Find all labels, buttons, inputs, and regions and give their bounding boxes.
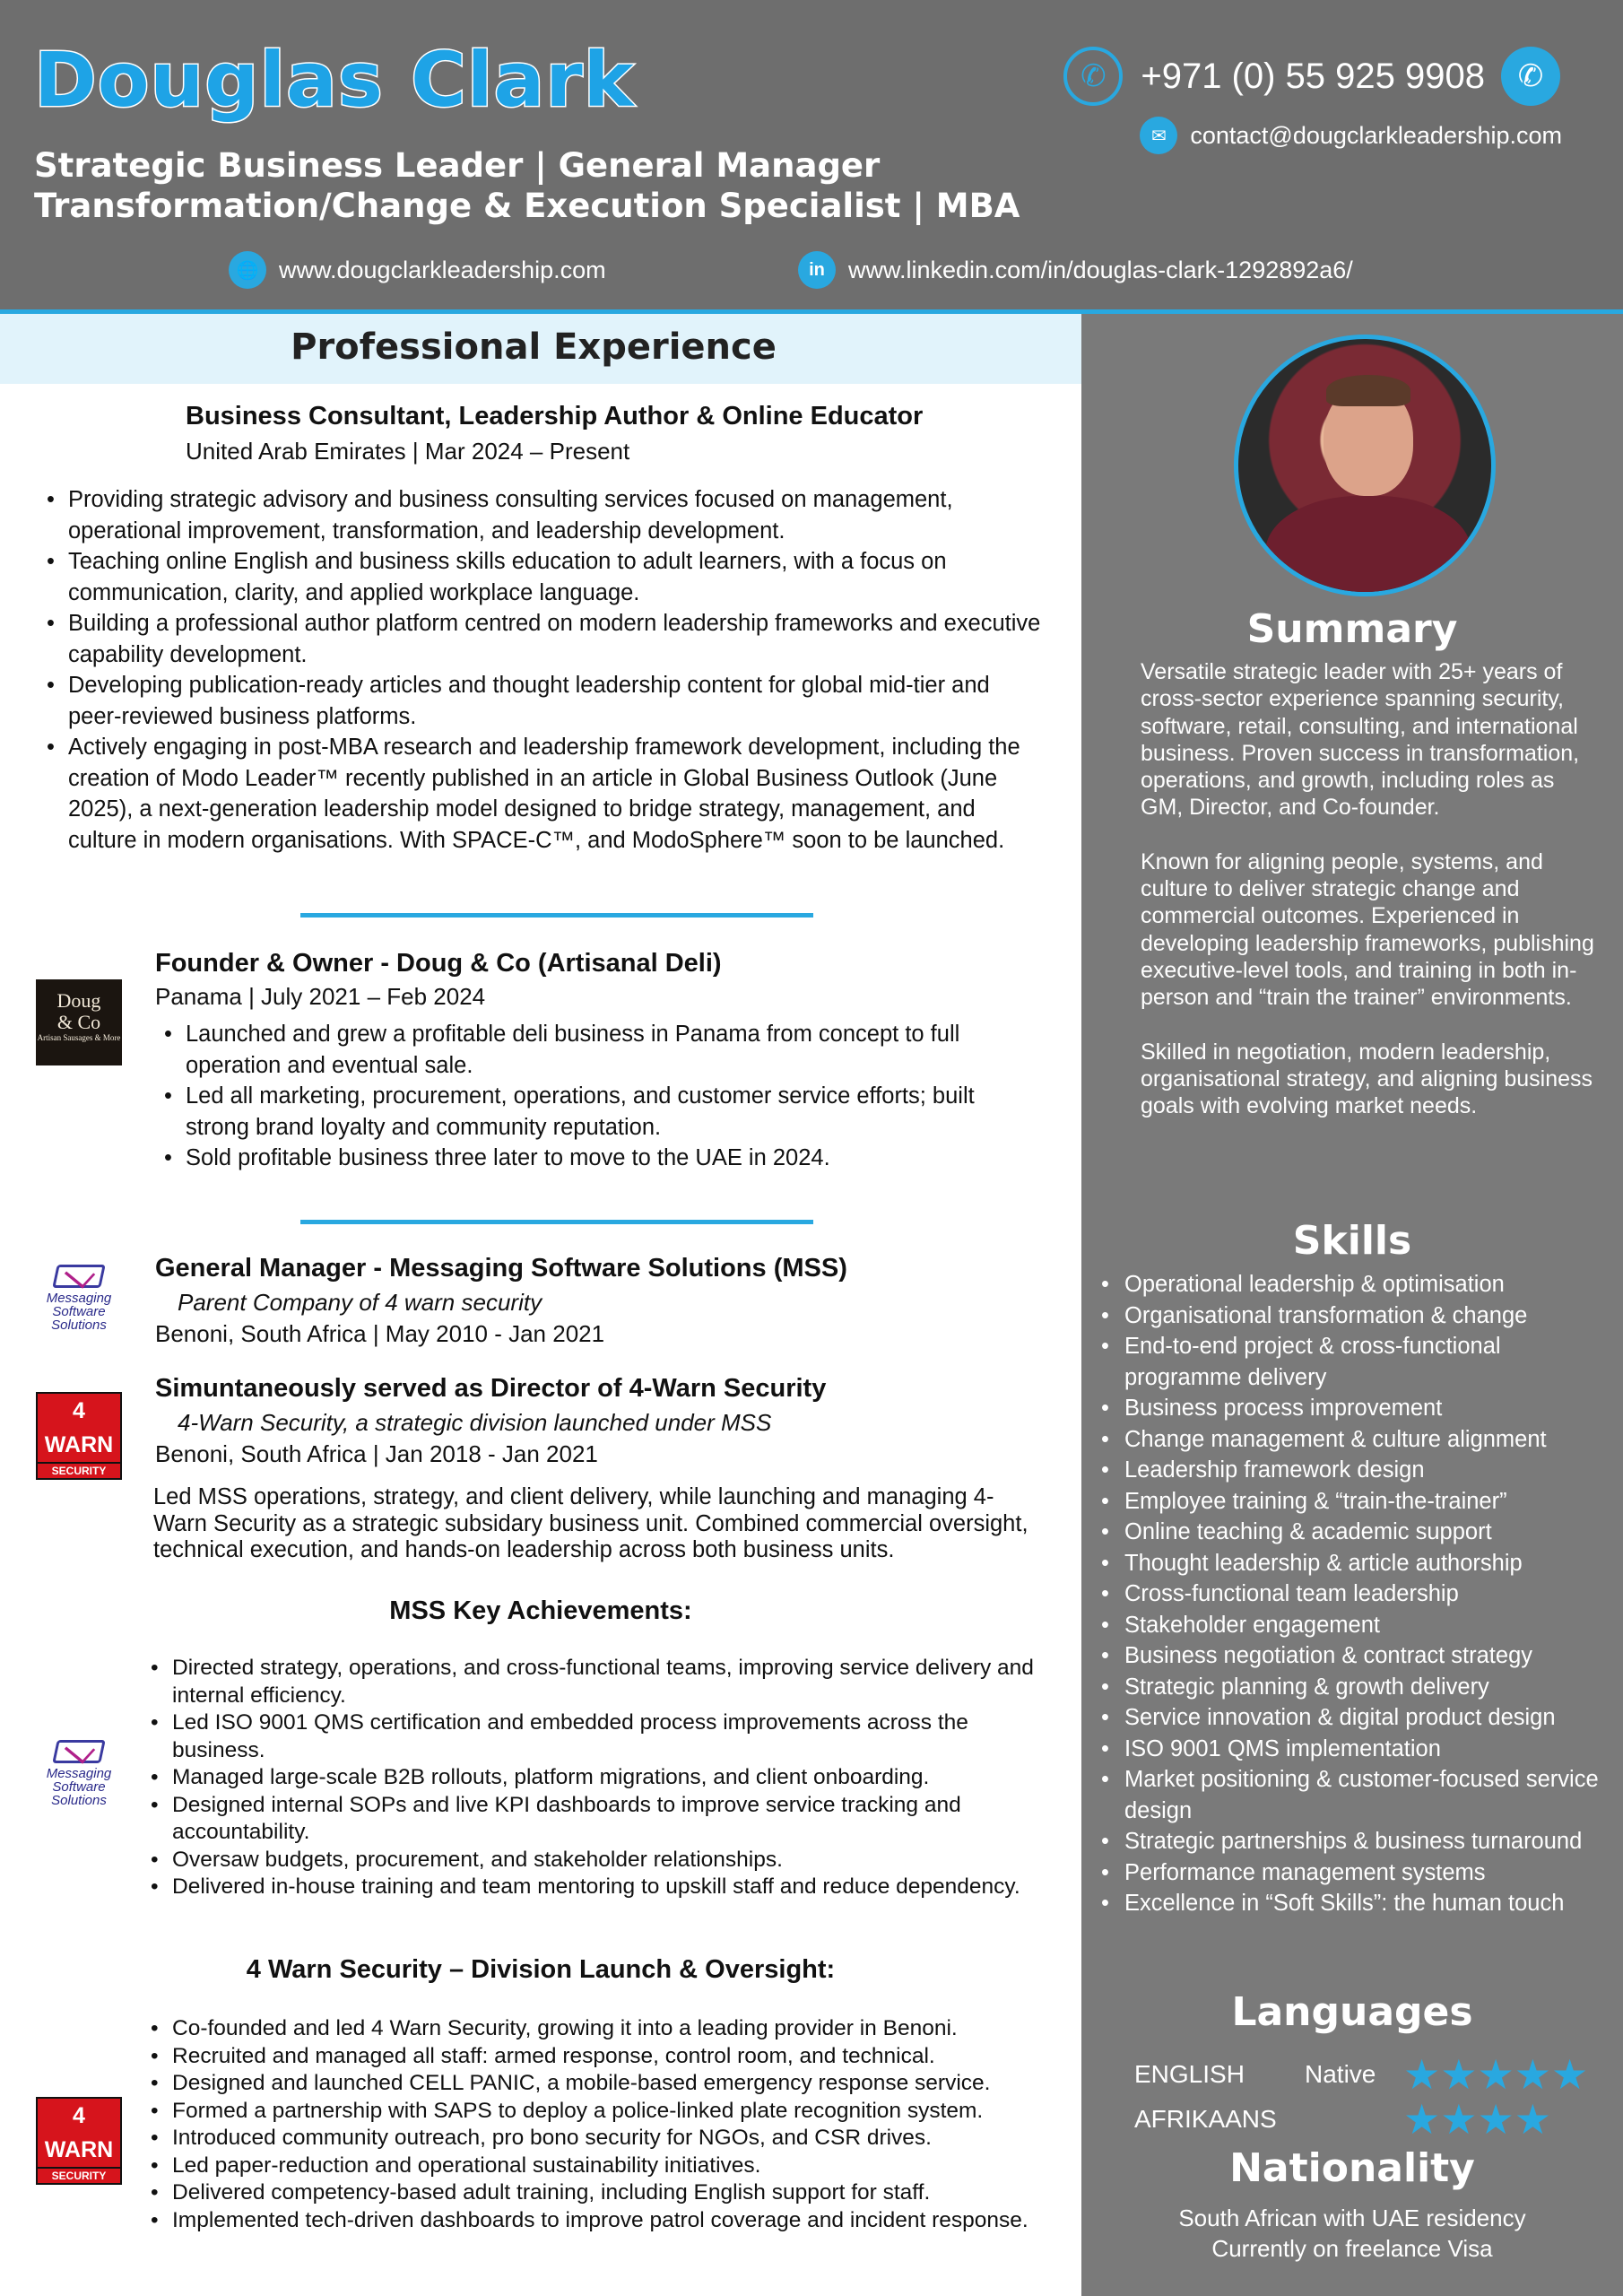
job1-bullets bbox=[47, 484, 1042, 856]
list-item: • Organisational transformation & change bbox=[1101, 1300, 1612, 1332]
summary-paragraph: Known for aligning people, systems, and culture to deliver strategic change and commercial outcomes. Experienced in developing leadership frameworks, publishing executive-level tools, and training in both in-person and “train the trainer” environments. bbox=[1141, 848, 1594, 1011]
logo-line-2: & Co bbox=[56, 1011, 101, 1033]
languages-title: Languages bbox=[1231, 1989, 1473, 2035]
profile-photo bbox=[1234, 335, 1496, 596]
mss-achievements-list bbox=[151, 1655, 1034, 1901]
list-item: • Online teaching & academic support bbox=[1101, 1517, 1612, 1548]
section-divider bbox=[300, 1220, 813, 1224]
nationality-line: Currently on freelance Visa bbox=[1211, 2235, 1493, 2262]
list-item: • Excellence in “Soft Skills”: the human touch bbox=[1101, 1888, 1612, 1919]
warn-launch-heading: 4 Warn Security – Division Launch & Oversight: bbox=[246, 1955, 836, 1984]
mss-logo-line: Software bbox=[52, 1779, 106, 1795]
list-item: • Actively engaging in post-MBA research and leadership framework development, including the creation of Modo Leader™ recently published in an article in Global Business Outlook (June 2025), a next-generation leadership model designed to bridge strategy, management, and culture in modern organisations. With SPACE-C™, and ModoSphere™ soon to be launched. bbox=[47, 732, 1042, 856]
four-warn-logo bbox=[36, 1392, 122, 1477]
list-item: • Designed internal SOPs and live KPI dashboards to improve service tracking and accountability. bbox=[151, 1792, 1034, 1847]
phone-icon: ✆ bbox=[1063, 47, 1123, 106]
star-icon: ★ bbox=[1514, 2096, 1551, 2143]
language-row bbox=[1134, 2051, 1589, 2098]
job4-location: Benoni, South Africa | Jan 2018 - Jan 2021 bbox=[155, 1440, 598, 1467]
list-item: • Providing strategic advisory and business consulting services focused on management, operational improvement, transformation, and leadership development. bbox=[47, 484, 1042, 546]
list-item: • Strategic partnerships & business turnaround bbox=[1101, 1826, 1612, 1857]
list-item: • Implemented tech-driven dashboards to improve patrol coverage and incident response. bbox=[151, 2207, 1047, 2235]
star-icon: ★ bbox=[1440, 2096, 1478, 2143]
list-item: • Stakeholder engagement bbox=[1101, 1610, 1612, 1641]
star-icon: ★ bbox=[1403, 2051, 1441, 2098]
list-item: • Market positioning & customer-focused service design bbox=[1101, 1764, 1612, 1826]
job3-title: General Manager - Messaging Software Solutions (MSS) bbox=[155, 1254, 847, 1283]
phone-contact[interactable] bbox=[1063, 47, 1560, 106]
star-icon: ★ bbox=[1440, 2051, 1478, 2098]
star-icon: ★ bbox=[1403, 2096, 1441, 2143]
list-item: • Introduced community outreach, pro bono security for NGOs, and CSR drives. bbox=[151, 2125, 1047, 2152]
list-item: • Building a professional author platform centred on modern leadership frameworks and executive capability development. bbox=[47, 608, 1042, 670]
job4-subtitle: 4-Warn Security, a strategic division launched under MSS bbox=[178, 1409, 772, 1436]
envelope-icon bbox=[52, 1740, 106, 1763]
job3-location: Benoni, South Africa | May 2010 - Jan 2021 bbox=[155, 1320, 605, 1347]
job3-subtitle: Parent Company of 4 warn security bbox=[178, 1289, 542, 1316]
envelope-icon bbox=[52, 1265, 106, 1288]
summary-paragraph: Skilled in negotiation, modern leadership, organisational strategy, and aligning business goals with evolving market needs. bbox=[1141, 1039, 1593, 1119]
website-contact[interactable] bbox=[229, 251, 606, 289]
summary-title: Summary bbox=[1246, 606, 1458, 652]
list-item: • Directed strategy, operations, and cross-functional teams, improving service delivery and internal efficiency. bbox=[151, 1655, 1034, 1709]
combined-role-description: Led MSS operations, strategy, and client delivery, while launching and managing 4-Warn Security as a strategic subsidary business unit. Combined commercial oversight, technical execution, and hands-on leadership across both business units. bbox=[153, 1484, 1028, 1562]
email-contact[interactable] bbox=[1140, 117, 1562, 154]
list-item: • ISO 9001 QMS implementation bbox=[1101, 1734, 1612, 1765]
summary-paragraph: Versatile strategic leader with 25+ years of cross-sector experience spanning security, software, retail, consulting, and international business. Proven success in transformation, operations, and growth, including roles as GM, Director, and Co-founder. bbox=[1141, 659, 1580, 821]
language-name: AFRIKAANS bbox=[1134, 2105, 1277, 2133]
logo-top-text: 4 WARN bbox=[36, 1392, 122, 1464]
mss-logo bbox=[36, 1265, 122, 1336]
language-level: Native bbox=[1305, 2060, 1376, 2088]
job1-location: United Arab Emirates | Mar 2024 – Present bbox=[186, 438, 630, 465]
mss-logo-line: Messaging bbox=[46, 1766, 112, 1781]
star-icon: ★ bbox=[1477, 2051, 1515, 2098]
list-item: • Led paper-reduction and operational sustainability initiatives. bbox=[151, 2152, 1047, 2180]
list-item: • Cross-functional team leadership bbox=[1101, 1578, 1612, 1610]
skills-title: Skills bbox=[1292, 1218, 1412, 1264]
mss-logo bbox=[36, 1740, 122, 1812]
list-item: • Led all marketing, procurement, operations, and customer service efforts; built strong brand loyalty and community reputation. bbox=[164, 1081, 1002, 1143]
list-item: • Designed and launched CELL PANIC, a mobile-based emergency response service. bbox=[151, 2070, 1047, 2098]
language-row bbox=[1134, 2096, 1551, 2143]
list-item: • Led ISO 9001 QMS certification and embedded process improvements across the business. bbox=[151, 1709, 1034, 1764]
list-item: • Recruited and managed all staff: armed response, control room, and technical. bbox=[151, 2043, 1047, 2071]
logo-line-1: Doug bbox=[56, 989, 101, 1012]
linkedin-link[interactable]: www.linkedin.com/in/douglas-clark-1292892a6/ bbox=[848, 256, 1353, 283]
list-item: • Formed a partnership with SAPS to deploy a police-linked plate recognition system. bbox=[151, 2098, 1047, 2126]
mss-logo-line: Solutions bbox=[51, 1793, 107, 1808]
four-warn-logo bbox=[36, 2097, 122, 2182]
section-divider bbox=[300, 913, 813, 918]
photo-shirt bbox=[1265, 496, 1471, 596]
list-item: • Delivered competency-based adult training, including English support for staff. bbox=[151, 2179, 1047, 2207]
mss-logo-line: Software bbox=[52, 1304, 106, 1319]
experience-title: Professional Experience bbox=[291, 326, 777, 368]
star-icon: ★ bbox=[1477, 2096, 1515, 2143]
nationality-title: Nationality bbox=[1229, 2145, 1475, 2191]
star-icon: ★ bbox=[1551, 2051, 1589, 2098]
mss-achievements-heading: MSS Key Achievements: bbox=[389, 1596, 692, 1625]
job4-title: Simuntaneously served as Director of 4-Warn Security bbox=[155, 1374, 827, 1403]
rating-stars bbox=[1403, 2051, 1589, 2098]
summary-text bbox=[1141, 658, 1598, 1146]
whatsapp-icon[interactable]: ✆ bbox=[1501, 47, 1560, 106]
job1-title: Business Consultant, Leadership Author & Online Educator bbox=[186, 402, 924, 430]
language-name: ENGLISH bbox=[1134, 2060, 1245, 2088]
list-item: • Managed large-scale B2B rollouts, platform migrations, and client onboarding. bbox=[151, 1764, 1034, 1792]
list-item: • Co-founded and led 4 Warn Security, growing it into a leading provider in Benoni. bbox=[151, 2015, 1047, 2043]
logo-bottom-text: SECURITY bbox=[36, 1464, 122, 1480]
list-item: • Oversaw budgets, procurement, and stakeholder relationships. bbox=[151, 1847, 1034, 1874]
globe-icon: 🌐 bbox=[229, 251, 266, 289]
job2-location: Panama | July 2021 – Feb 2024 bbox=[155, 983, 486, 1010]
list-item: • Delivered in-house training and team mentoring to upskill staff and reduce dependency. bbox=[151, 1874, 1034, 1901]
rating-stars bbox=[1403, 2096, 1551, 2143]
email-icon: ✉ bbox=[1140, 117, 1177, 154]
doug-and-co-logo bbox=[36, 979, 122, 1065]
list-item: • Change management & culture alignment bbox=[1101, 1424, 1612, 1456]
list-item: • Business negotiation & contract strategy bbox=[1101, 1640, 1612, 1672]
list-item: • Developing publication-ready articles and thought leadership content for global mid-tier and peer-reviewed business platforms. bbox=[47, 670, 1042, 732]
nationality-line: South African with UAE residency bbox=[1178, 2205, 1526, 2231]
nationality-text bbox=[1081, 2203, 1623, 2264]
phone-number[interactable]: +971 (0) 55 925 9908 bbox=[1141, 56, 1485, 96]
logo-bottom-text: SECURITY bbox=[36, 2169, 122, 2185]
logo-top-text: 4 WARN bbox=[36, 2097, 122, 2169]
linkedin-icon: in bbox=[798, 251, 836, 289]
logo-small-text: Artisan Sausages & More bbox=[37, 1033, 121, 1042]
email-address[interactable]: contact@dougclarkleadership.com bbox=[1190, 121, 1562, 149]
mss-logo-line: Solutions bbox=[51, 1318, 107, 1333]
skills-list bbox=[1101, 1269, 1612, 1919]
list-item: • Sold profitable business three later to move to the UAE in 2024. bbox=[164, 1143, 1002, 1174]
job2-bullets bbox=[164, 1019, 1002, 1174]
list-item: • Strategic planning & growth delivery bbox=[1101, 1672, 1612, 1703]
list-item: • Launched and grew a profitable deli business in Panama from concept to full operation and eventual sale. bbox=[164, 1019, 1002, 1081]
list-item: • Teaching online English and business skills education to adult learners, with a focus on communication, clarity, and applied workplace language. bbox=[47, 546, 1042, 608]
job2-title: Founder & Owner - Doug & Co (Artisanal Deli) bbox=[155, 949, 722, 978]
candidate-name: Douglas Clark bbox=[34, 36, 635, 124]
tagline-2: Transformation/Change & Execution Specialist | MBA bbox=[34, 187, 1020, 225]
list-item: • Performance management systems bbox=[1101, 1857, 1612, 1889]
warn-launch-list bbox=[151, 2015, 1047, 2234]
list-item: • Business process improvement bbox=[1101, 1393, 1612, 1424]
list-item: • Service innovation & digital product design bbox=[1101, 1702, 1612, 1734]
list-item: • Leadership framework design bbox=[1101, 1455, 1612, 1486]
photo-hair bbox=[1326, 375, 1410, 406]
mss-logo-line: Messaging bbox=[46, 1291, 112, 1306]
list-item: • End-to-end project & cross-functional programme delivery bbox=[1101, 1331, 1612, 1393]
list-item: • Thought leadership & article authorship bbox=[1101, 1548, 1612, 1579]
website-link[interactable]: www.dougclarkleadership.com bbox=[279, 256, 606, 283]
list-item: • Operational leadership & optimisation bbox=[1101, 1269, 1612, 1300]
tagline-1: Strategic Business Leader | General Manager bbox=[34, 146, 881, 185]
linkedin-contact[interactable] bbox=[798, 251, 1353, 289]
list-item: • Employee training & “train-the-trainer” bbox=[1101, 1486, 1612, 1518]
star-icon: ★ bbox=[1514, 2051, 1551, 2098]
